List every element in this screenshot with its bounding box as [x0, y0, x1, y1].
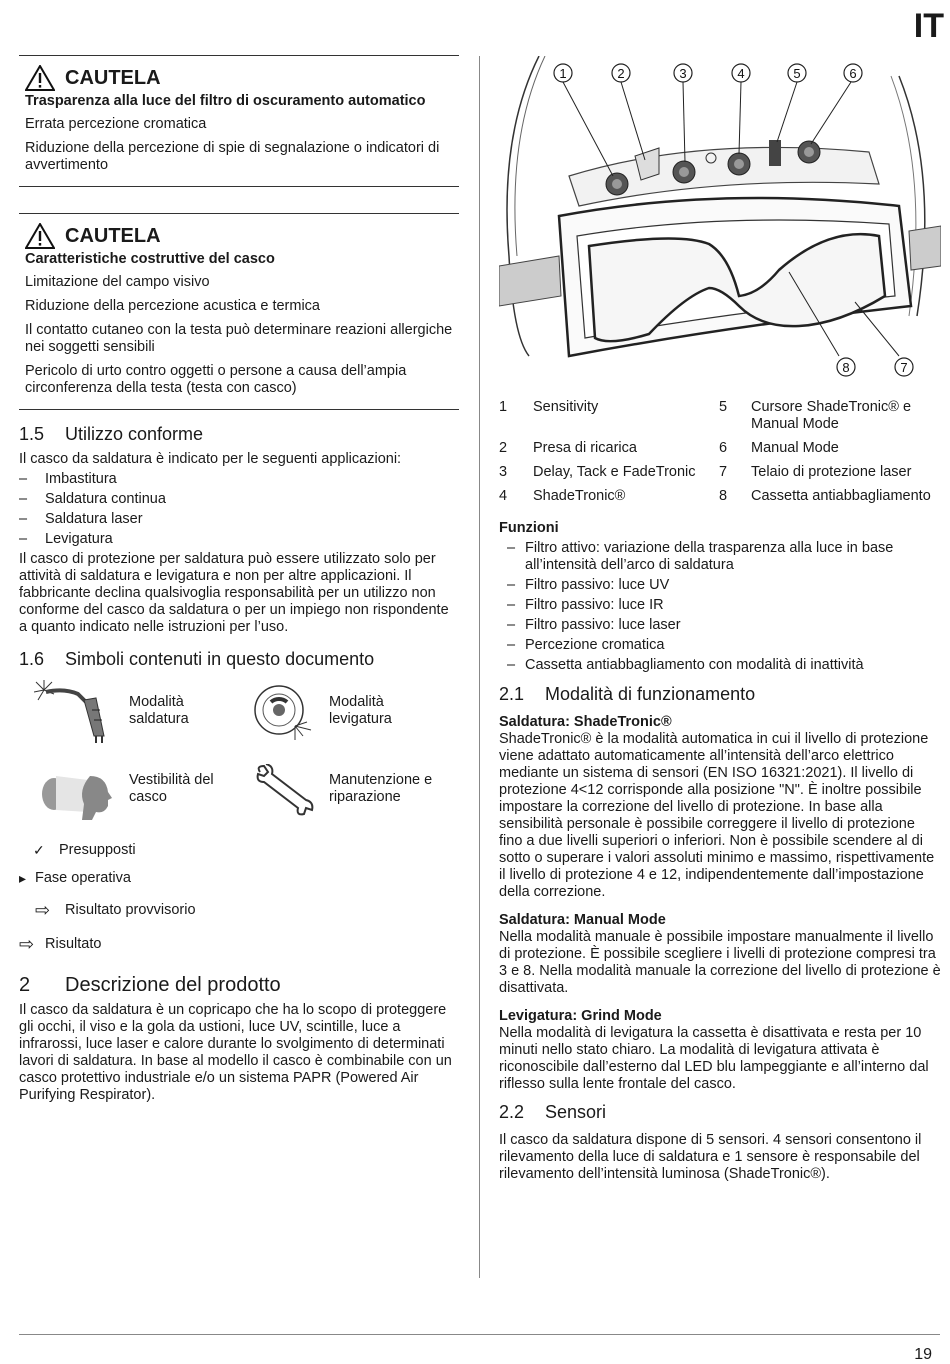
- list-item: – Filtro passivo: luce IR: [507, 597, 664, 613]
- caution-line: Riduzione della percezione di spie di segnalazione o indicatori di avvertimento: [25, 140, 440, 173]
- legend-number: 5: [719, 399, 728, 415]
- caution-line: Il contatto cutaneo con la testa può determinare reazioni allergiche nei soggetti sensibili: [25, 322, 453, 355]
- legend-label: Sensitivity: [533, 399, 599, 415]
- legend-number: 7: [719, 464, 728, 480]
- marker-result: ⇨ Risultato: [19, 934, 102, 954]
- caution-box-helmet: [19, 213, 459, 410]
- paragraph-manual: Nella modalità manuale è possibile impostare manualmente il livello di protezione. È possibile scegliere i livelli di protezione compresi tra 3 e 8. Nella modalità manuale la correzione del livello di protezione è disattivata.: [499, 929, 941, 996]
- column-divider: [479, 56, 480, 1278]
- legend-number: 1: [499, 399, 508, 415]
- caution-title: CAUTELA: [65, 67, 161, 89]
- legend-label: ShadeTronic®: [533, 488, 626, 504]
- section-heading-2: 2 Descrizione del prodotto: [19, 974, 281, 996]
- legend-label: Delay, Tack e FadeTronic: [533, 464, 696, 480]
- right-column: [499, 396, 941, 1183]
- warning-triangle-icon: [25, 65, 55, 91]
- list-item: – Saldatura continua: [19, 491, 166, 507]
- paragraph-grind: Nella modalità di levigatura la cassetta è disattivata e resta per 10 minuti nello stato chiaro. La modalità di levigatura attivata è riconoscibile dall’esterno dal LED blu lampeggiante e all’interno dal riflesso sulla lente frontale del casco.: [499, 1025, 929, 1092]
- grinding-disc-icon: [239, 682, 329, 742]
- list-item: – Percezione cromatica: [507, 637, 665, 653]
- wrench-icon: [239, 760, 329, 820]
- section-heading-1-6: 1.6 Simboli contenuti in questo documento: [19, 649, 375, 669]
- legend-number: 3: [499, 464, 508, 480]
- list-item: – Imbastitura: [19, 471, 117, 487]
- functions-heading: Funzioni: [499, 520, 559, 536]
- callout-3: 3: [679, 66, 687, 81]
- figure-legend: [499, 399, 941, 505]
- symbols-grid: [19, 682, 459, 820]
- paragraph-shadetronic: ShadeTronic® è la modalità automatica in cui il livello di protezione viene adattato automaticamente all’intensità dell’arco elettrico mediante un sistema di sensori (EN ISO 16321:2021). Il livello di protezione 4<12 corrisponde alla posizione "N". È inoltre possibile impostare la correzione del livello di protezione. In base alla sensibilità personale è possibile correggere il livello di protezione fino a due livelli superiori o inferiori. Non è possibile scendere al di sotto o superare i valori assoluti minimo e massimo, rispettivamente il livello di protezione 4 e 12, indipendentemente dall’impostazione della correzione.: [499, 731, 935, 900]
- callout-8: 8: [842, 360, 850, 375]
- subheading-grind: Levigatura: Grind Mode: [499, 1008, 662, 1024]
- legend-label: Telaio di protezione laser: [751, 464, 912, 480]
- arrow-outline-icon: ⇨: [35, 900, 51, 920]
- section-body: Il casco di protezione per saldatura può essere utilizzato solo per attività di saldatura e levigatura e non per altre applicazioni. Il fabbricante declina qualsivoglia responsabilità per un utilizzo non conforme del casco da saldatura o per un impiego non rispondente a quanto indicato nelle istruzioni per l’uso.: [19, 551, 449, 635]
- head-fit-icon: [19, 760, 129, 820]
- legend-number: 4: [499, 488, 508, 504]
- section-intro: Il casco da saldatura è indicato per le seguenti applicazioni:: [19, 451, 402, 467]
- left-column: [19, 55, 459, 1104]
- callout-6: 6: [849, 66, 857, 81]
- footer-rule: [19, 1334, 940, 1335]
- legend-label: Cassetta antiabbagliamento: [751, 488, 931, 504]
- caution-line: Riduzione della percezione acustica e termica: [25, 298, 320, 314]
- section-heading-2-2: 2.2 Sensori: [499, 1102, 607, 1122]
- triangle-right-icon: ▸: [19, 870, 27, 886]
- caution-box-filter: [19, 55, 459, 187]
- callout-1: 1: [559, 66, 567, 81]
- language-tag: IT: [913, 7, 944, 45]
- caution-title: CAUTELA: [65, 225, 161, 247]
- legend-number: 2: [499, 440, 508, 456]
- section-heading-1-5: 1.5 Utilizzo conforme: [19, 424, 204, 444]
- list-item: – Levigatura: [19, 531, 113, 547]
- legend-label: Manual Mode: [751, 440, 839, 456]
- symbol-label-maintenance: Manutenzione e riparazione: [329, 772, 433, 805]
- list-item: – Filtro passivo: luce laser: [507, 617, 681, 633]
- callout-5: 5: [793, 66, 801, 81]
- list-item: – Cassetta antiabbagliamento con modalità di inattività: [507, 657, 864, 673]
- marker-intermediate-result: ⇨ Risultato provvisorio: [35, 900, 196, 920]
- caution-line: Limitazione del campo visivo: [25, 274, 210, 290]
- checkmark-icon: ✓: [33, 842, 45, 858]
- welding-torch-icon: [19, 682, 129, 742]
- list-item: – Saldatura laser: [19, 511, 143, 527]
- symbol-label-fit: Vestibilità del casco: [129, 772, 214, 805]
- symbol-label-grinding: Modalità levigatura: [329, 694, 392, 727]
- legend-number: 6: [719, 440, 728, 456]
- arrow-outline-icon: ⇨: [19, 934, 35, 954]
- list-item: – Filtro attivo: variazione della trasparenza alla luce in base all’intensità dell’arco di saldatura: [507, 540, 894, 573]
- section-heading-2-1: 2.1 Modalità di funzionamento: [499, 684, 756, 704]
- callout-4: 4: [737, 66, 745, 81]
- marker-prerequisites: ✓ Presupposti: [33, 842, 136, 858]
- list-item: – Filtro passivo: luce UV: [507, 577, 670, 593]
- caution-subtitle: Trasparenza alla luce del filtro di oscuramento automatico: [25, 93, 426, 109]
- subheading-shadetronic: Saldatura: ShadeTronic®: [499, 714, 672, 730]
- subheading-manual: Saldatura: Manual Mode: [499, 912, 666, 928]
- symbol-label-welding: Modalità saldatura: [129, 694, 189, 727]
- paragraph-sensors: Il casco da saldatura dispone di 5 sensori. 4 sensori consentono il rilevamento della luce di saldatura e 1 sensore è responsabile del rilevamento dell’intensità luminosa (ShadeTronic®).: [499, 1132, 922, 1182]
- legend-label: Cursore ShadeTronic® e Manual Mode: [751, 399, 912, 432]
- marker-step: ▸ Fase operativa: [19, 870, 131, 886]
- caution-line: Pericolo di urto contro oggetti o persone a causa dell’ampia circonferenza della testa (testa con casco): [25, 363, 407, 396]
- callout-2: 2: [617, 66, 625, 81]
- warning-triangle-icon: [25, 223, 55, 249]
- functions-list: [499, 540, 941, 674]
- callout-7: 7: [900, 360, 908, 375]
- page-number: 19: [914, 1346, 932, 1363]
- caution-subtitle: Caratteristiche costruttive del casco: [25, 251, 275, 267]
- section-body: Il casco da saldatura è un copricapo che ha lo scopo di proteggere gli occhi, il viso e la gola da ustioni, luce UV, scintille, luce a infrarossi, luce laser e calore durante lo svolgimento di determinati lavori di saldatura. In base al modello il casco è combinabile con un casco protettivo industriale e/o un sistema PAPR (Powered Air Purifying Respirator).: [19, 1002, 452, 1103]
- legend-label: Presa di ricarica: [533, 440, 637, 456]
- applications-list: [19, 471, 459, 548]
- caution-line: Errata percezione cromatica: [25, 116, 207, 132]
- legend-number: 8: [719, 488, 728, 504]
- helmet-figure: [499, 56, 941, 386]
